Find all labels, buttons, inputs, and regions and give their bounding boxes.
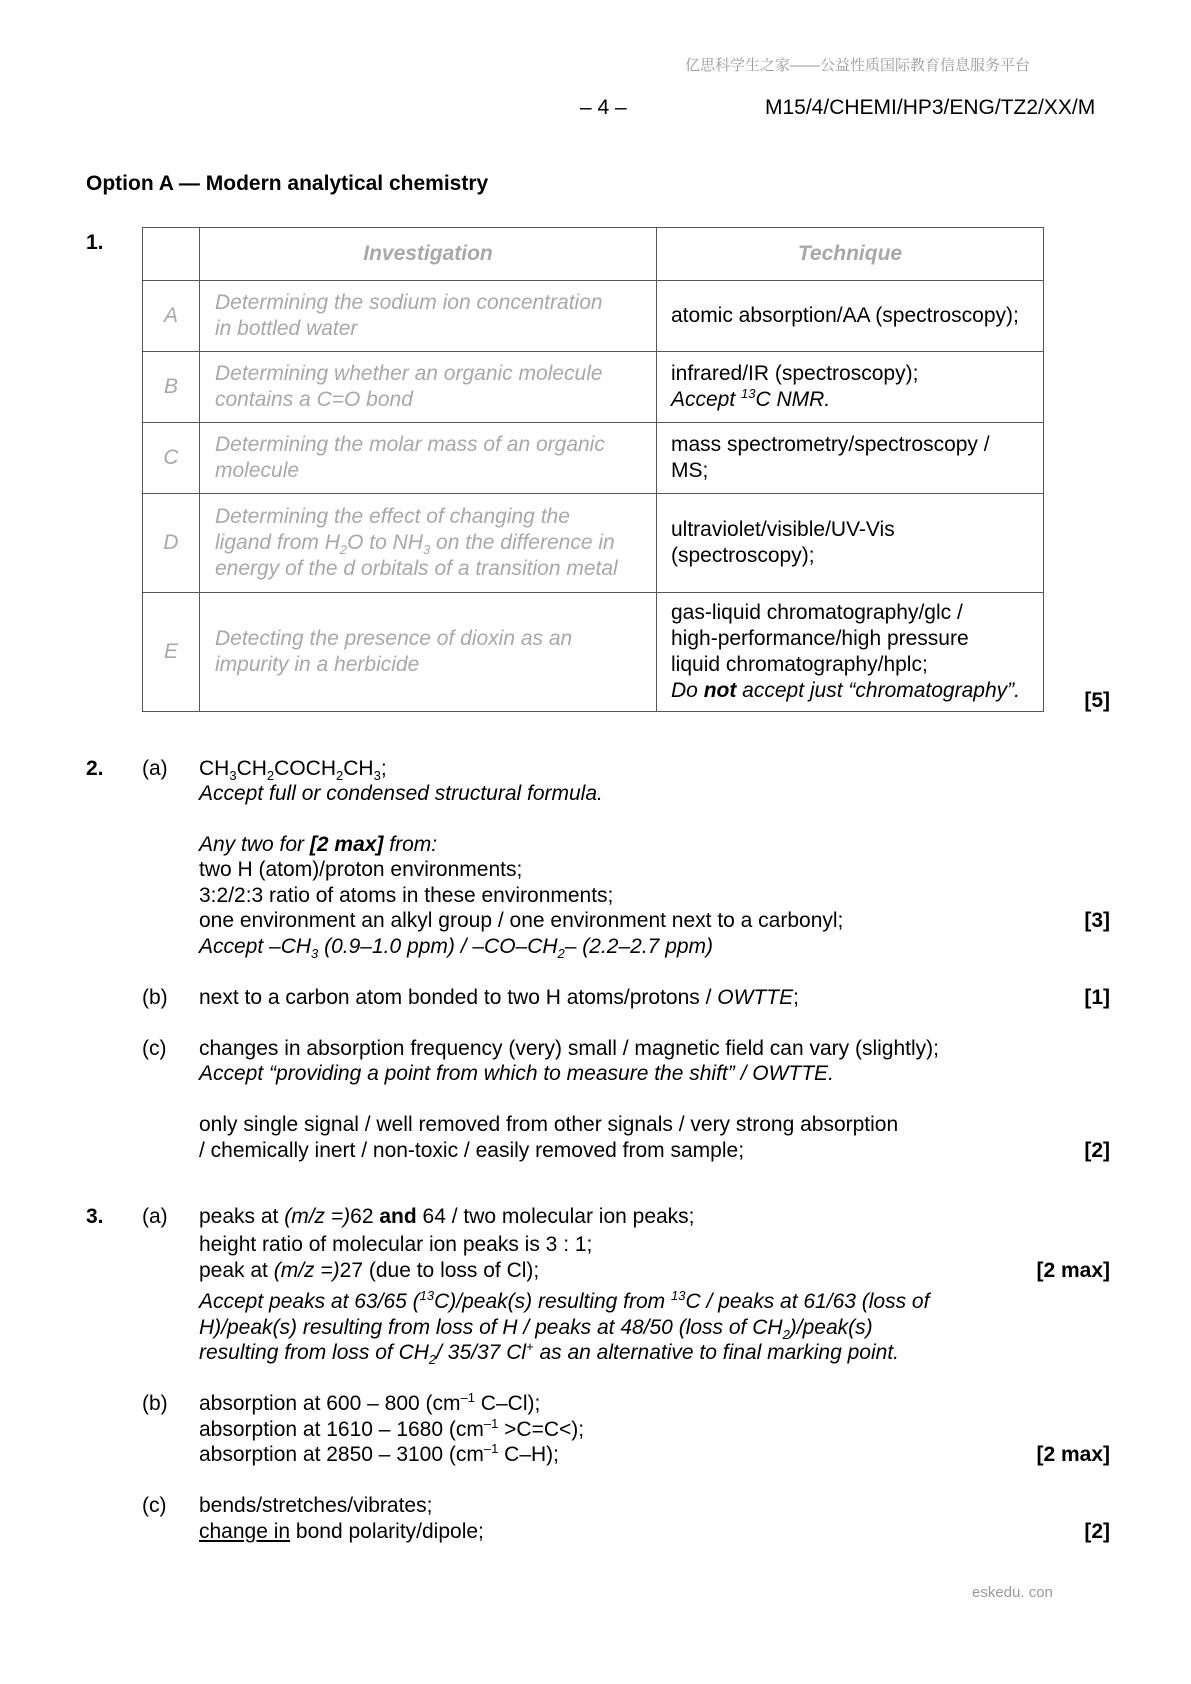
table-row [143, 494, 1044, 593]
q3b-marks: [2 max] [1036, 1443, 1110, 1466]
technique-cell: atomic absorption/AA (spectroscopy); [657, 281, 1044, 352]
q3a-accept-2: H)/peak(s) resulting from loss of H / peaks at 48/50 (loss of $CH_2)/peak(s)$ [199, 1316, 873, 1343]
q3c-point-2: change in bond polarity/dipole; [199, 1520, 484, 1543]
q2c-point-1: changes in absorption frequency (very) small / magnetic field can vary (slightly); [199, 1037, 939, 1060]
header-technique: Technique [657, 228, 1044, 281]
row-letter: D [143, 494, 200, 593]
question-1-number: 1. [86, 231, 104, 254]
q3a-marks: [2 max] [1036, 1259, 1110, 1282]
q2c-point-3: / chemically inert / non-toxic / easily removed from sample; [199, 1139, 745, 1162]
row-letter: E [143, 593, 200, 712]
q2a-accept: Accept full or condensed structural formula. [199, 782, 603, 805]
q2-part-b-label: (b) [142, 986, 168, 1009]
option-title: Option A — Modern analytical chemistry [86, 172, 489, 195]
table-header-row [143, 228, 1044, 281]
q1-marks: [5] [1084, 689, 1110, 712]
investigation-cell: Determining the sodium ion concentration in bottled water [200, 281, 657, 352]
header-cell-blank [143, 228, 200, 281]
investigation-cell: Determining the molar mass of an organic molecule [200, 423, 657, 494]
q2a-point-2: 3:2/2:3 ratio of atoms in these environments; [199, 884, 614, 907]
q2b-answer: next to a carbon atom bonded to two H atoms/protons / OWTTE; [199, 986, 799, 1009]
q3a-accept-1: Accept peaks at 63/65 ($^{13}$C)/peak(s) resulting from $^{13}$C / peaks at 61/63 (loss of [199, 1288, 930, 1313]
table-row [143, 281, 1044, 352]
table-row [143, 352, 1044, 423]
q2a-marks: [3] [1084, 909, 1110, 932]
q2c-accept: Accept “providing a point from which to measure the shift” / OWTTE. [199, 1062, 834, 1085]
technique-cell: ultraviolet/visible/UV-Vis (spectroscopy); [657, 494, 1044, 593]
header-investigation: Investigation [200, 228, 657, 281]
q3c-marks: [2] [1084, 1520, 1110, 1543]
q2b-marks: [1] [1084, 986, 1110, 1009]
q3a-point-2: height ratio of molecular ion peaks is 3 : 1; [199, 1233, 593, 1256]
q2a-point-3: one environment an alkyl group / one environment next to a carbonyl; [199, 909, 844, 932]
investigation-cell: Determining the effect of changing the ligand from $H_2O$ to $NH_3$ on the difference in energy of the d orbitals of a transition metal [200, 494, 657, 593]
investigation-cell: Determining whether an organic molecule contains a C=O bond [200, 352, 657, 423]
q3b-point-3: absorption at 2850 – 3100 ($cm^{-1}$ C–H); [199, 1441, 560, 1466]
q2c-point-2: only single signal / well removed from other signals / very strong absorption [199, 1113, 899, 1136]
watermark-top: 亿思科学生之家——公益性质国际教育信息服务平台 [685, 57, 1031, 74]
q2a-any-two: Any two for [2 max] from: [199, 833, 438, 856]
row-letter: C [143, 423, 200, 494]
q3a-point-3: peak at (m/z =)27 (due to loss of Cl); [199, 1259, 540, 1282]
q1-table [142, 227, 1044, 712]
technique-cell: gas-liquid chromatography/glc / high-performance/high pressure liquid chromatography/hplc; Do not accept just “chromatography”. [657, 593, 1044, 712]
paper-code: M15/4/CHEMI/HP3/ENG/TZ2/XX/M [765, 96, 1096, 119]
q2-part-c-label: (c) [142, 1037, 167, 1060]
q2c-marks: [2] [1084, 1139, 1110, 1162]
q3-part-a-label: (a) [142, 1205, 168, 1228]
question-3-number: 3. [86, 1205, 104, 1228]
table-row [143, 593, 1044, 712]
q3-part-c-label: (c) [142, 1494, 167, 1517]
question-2-number: 2. [86, 757, 104, 780]
technique-cell: mass spectrometry/spectroscopy / MS; [657, 423, 1044, 494]
table-row [143, 423, 1044, 494]
q2a-point-1: two H (atom)/proton environments; [199, 858, 523, 881]
q3c-point-1: bends/stretches/vibrates; [199, 1494, 433, 1517]
q2a-accept-2: Accept $-CH_3$ (0.9–1.0 $ppm) / -CO-CH_2-$ (2.2–2.7 ppm) [199, 935, 714, 962]
watermark-bottom: eskedu. con [972, 1584, 1053, 1601]
q3a-point-1: peaks at (m/z =)62 and 64 / two molecular ion peaks; [199, 1205, 695, 1228]
q3-part-b-label: (b) [142, 1392, 168, 1415]
row-letter: A [143, 281, 200, 352]
technique-cell: infrared/IR (spectroscopy); Accept $^{13}$C NMR. [657, 352, 1044, 423]
row-letter: B [143, 352, 200, 423]
page-number: – 4 – [580, 96, 627, 119]
q2-part-a-label: (a) [142, 757, 168, 780]
q3b-point-2: absorption at 1610 – 1680 $(cm^{-1} >C=C<)$; [199, 1416, 585, 1441]
q3a-accept-3: resulting from loss of $CH_2/$ 35/37 Cl+ as an alternative to final marking point. [199, 1339, 899, 1368]
q2a-formula: $CH_3CH_2COCH_2CH_3$; [199, 757, 387, 784]
investigation-cell: Detecting the presence of dioxin as an impurity in a herbicide [200, 593, 657, 712]
q3b-point-1: absorption at 600 – 800 ($cm^{-1}$ C–Cl); [199, 1390, 541, 1415]
